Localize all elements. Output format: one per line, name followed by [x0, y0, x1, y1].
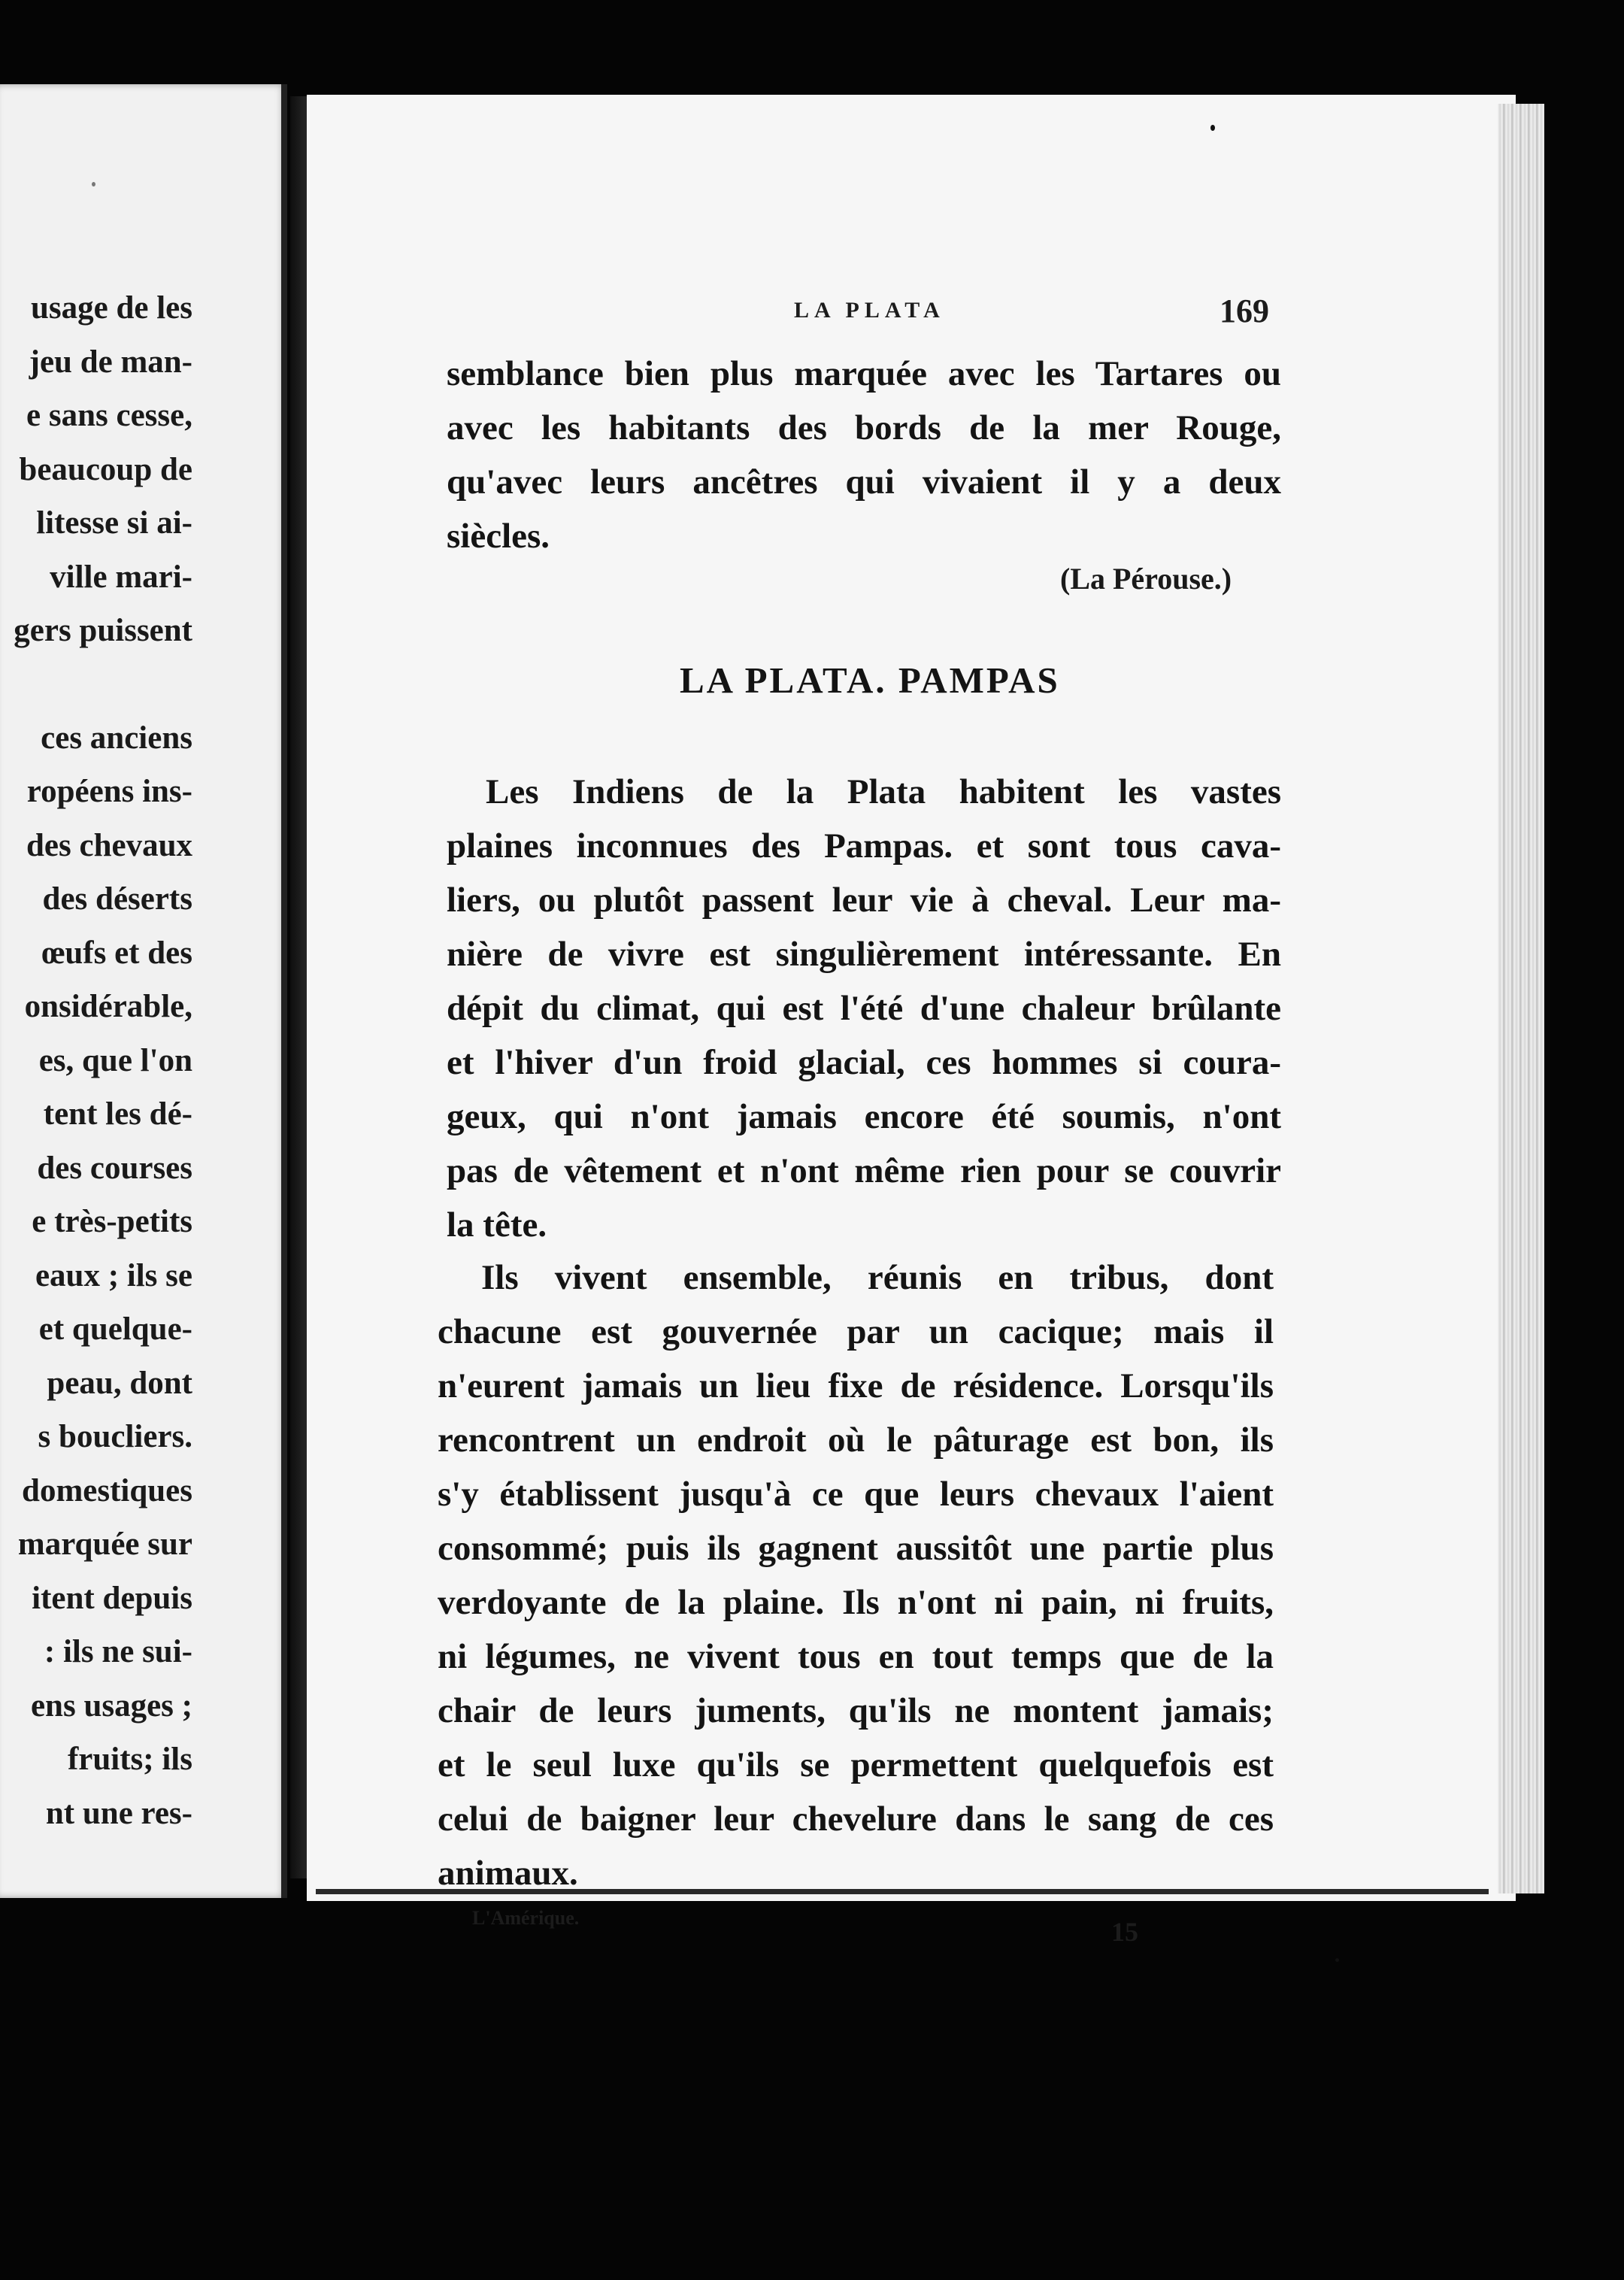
text-line: la tête.	[447, 1205, 547, 1245]
text-line: animaux.	[438, 1854, 578, 1893]
left-text-line: itent depuis	[32, 1580, 192, 1616]
left-text-line: des chevaux	[26, 827, 192, 863]
left-text-line: onsidérable,	[24, 989, 192, 1024]
text-line: avec les habitants des bords de la mer Rouge,	[447, 408, 1281, 447]
text-line: siècles.	[447, 517, 550, 556]
left-text-line: peau, dont	[47, 1365, 192, 1401]
running-head: LA PLATA	[794, 298, 945, 323]
text-line: et le seul luxe qu'ils se permettent quelquefois est	[438, 1745, 1274, 1784]
text-line: chacune est gouvernée par un cacique; mais il	[438, 1312, 1274, 1351]
text-line: pas de vêtement et n'ont même rien pour se couvrir	[447, 1151, 1281, 1190]
text-line: nière de vivre est singulièrement intéressante. En	[447, 935, 1281, 974]
left-text-line: e très-petits	[32, 1204, 192, 1239]
text-line: dépit du climat, qui est l'été d'une chaleur brûlante	[447, 989, 1281, 1028]
left-text-line: ville mari-	[50, 559, 192, 595]
text-line: et l'hiver d'un froid glacial, ces hommes si coura-	[447, 1043, 1281, 1082]
left-text-line: tent les dé-	[43, 1096, 192, 1132]
left-text-line: ropéens ins-	[26, 774, 192, 809]
left-page-edge	[281, 84, 287, 1898]
left-text-line: es, que l'on	[38, 1042, 192, 1078]
left-text-line: jeu de man-	[29, 344, 192, 380]
text-line: qu'avec leurs ancêtres qui vivaient il y a deux	[447, 462, 1281, 502]
left-text-line: fruits; ils	[67, 1742, 192, 1777]
text-line: plaines inconnues des Pampas. et sont tous cava-	[447, 826, 1281, 866]
scan-speck	[92, 182, 95, 186]
text-line: chair de leurs juments, qu'ils ne montent jamais;	[438, 1691, 1274, 1730]
text-line: geux, qui n'ont jamais encore été soumis, n'ont	[447, 1097, 1281, 1136]
left-text-line: e sans cesse,	[26, 398, 192, 433]
text-line: celui de baigner leur chevelure dans le sang de ces	[438, 1799, 1274, 1839]
signature-number: 15	[1111, 1917, 1138, 1947]
scan-speck	[1210, 125, 1215, 131]
left-text-line: gers puissent	[14, 613, 192, 648]
left-text-line: litesse si ai-	[36, 505, 192, 541]
left-text-line: nt une res-	[45, 1795, 192, 1831]
left-text-line: eaux ; ils se	[35, 1257, 192, 1293]
text-line: Ils vivent ensemble, réunis en tribus, dont	[481, 1258, 1274, 1297]
page-stack-edge	[1498, 104, 1544, 1893]
footer-book-title: L'Amérique.	[472, 1907, 580, 1929]
left-text-line: ces anciens	[41, 720, 192, 756]
left-text-line: des courses	[37, 1150, 192, 1186]
text-line: verdoyante de la plaine. Ils n'ont ni pain, ni fruits,	[438, 1583, 1274, 1622]
left-text-line: usage de les	[31, 290, 192, 326]
text-line: rencontrent un endroit où le pâturage est bon, ils	[438, 1420, 1274, 1460]
left-text-line: beaucoup de	[19, 451, 192, 487]
text-line: Les Indiens de la Plata habitent les vastes	[486, 772, 1281, 811]
left-text-line: œufs et des	[41, 935, 192, 971]
text-line: ni légumes, ne vivent tous en tout temps que de la	[438, 1637, 1274, 1676]
scan-speck	[1335, 1958, 1339, 1962]
text-line: s'y établissent jusqu'à ce que leurs chevaux l'aient	[438, 1475, 1274, 1514]
left-text-line: : ils ne sui-	[44, 1634, 192, 1669]
left-text-line: ens usages ;	[30, 1687, 192, 1724]
text-line: semblance bien plus marquée avec les Tartares ou	[447, 354, 1281, 393]
left-text-line: des déserts	[42, 881, 192, 917]
left-text-line: domestiques	[22, 1472, 192, 1508]
section-title: LA PLATA. PAMPAS	[680, 659, 1060, 701]
left-text-line: marquée sur	[17, 1527, 192, 1562]
left-text-line: et quelque-	[38, 1311, 192, 1347]
text-line: n'eurent jamais un lieu fixe de résidence. Lorsqu'ils	[438, 1366, 1274, 1405]
left-text-line: s boucliers.	[38, 1419, 192, 1454]
left-page	[0, 84, 287, 1898]
text-line: consommé; puis ils gagnent aussitôt une partie plus	[438, 1529, 1274, 1568]
page-number: 169	[1220, 293, 1269, 329]
attribution: (La Pérouse.)	[1060, 562, 1232, 596]
text-line: liers, ou plutôt passent leur vie à cheval. Leur ma-	[447, 881, 1281, 920]
